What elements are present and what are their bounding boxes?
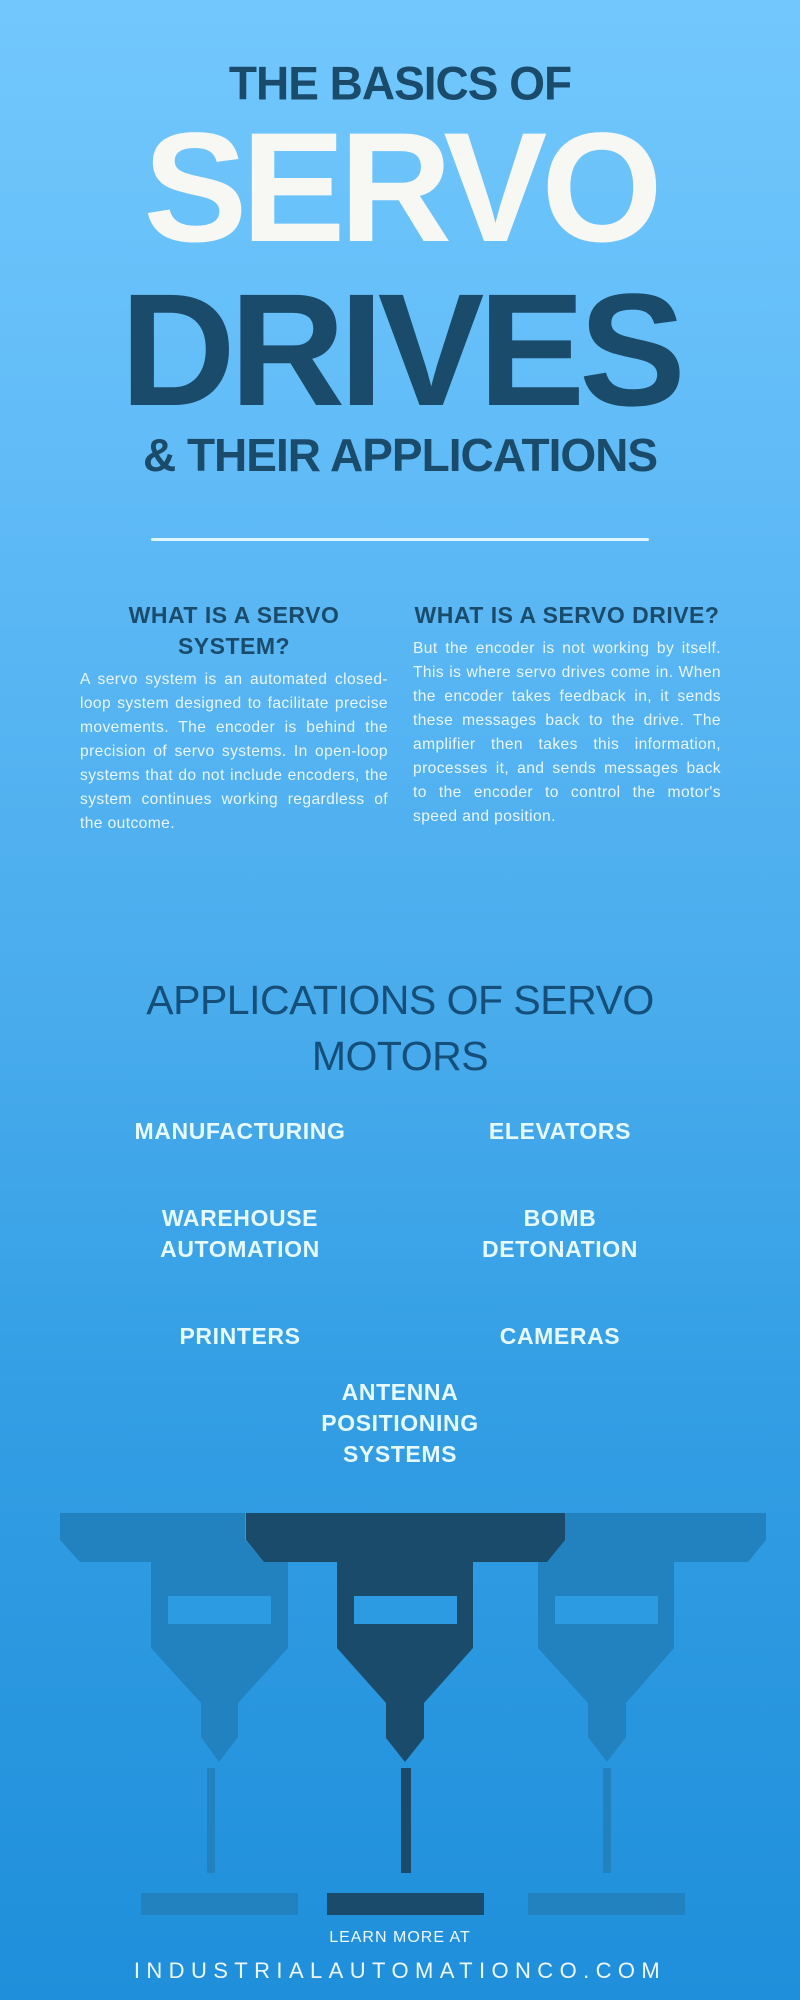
machine-window xyxy=(555,1596,658,1624)
application-item: PRINTERS xyxy=(179,1323,301,1349)
title-line-drives: DRIVES xyxy=(120,260,680,439)
application-item: CAMERAS xyxy=(499,1323,621,1349)
footer-cta: LEARN MORE AT xyxy=(329,1929,471,1946)
machine-head-center xyxy=(246,1513,565,1915)
machine-window xyxy=(168,1596,271,1624)
title-line-basics: THE BASICS OF xyxy=(228,56,572,110)
applications-title-text: APPLICATIONS OF SERVO MOTORS xyxy=(146,977,654,1079)
section-title: WHAT IS A SERVO DRIVE? xyxy=(414,602,720,628)
application-item: ANTENNA POSITIONING SYSTEMS xyxy=(321,1379,479,1467)
application-item: ELEVATORS xyxy=(488,1118,632,1144)
section-body: A servo system is an automated closed-loop system designed to facilitate precise movements. The encoder is behind the precision of servo systems. In open-loop systems that do not include encoders, the system continues working regardless of the outcome. xyxy=(80,671,388,832)
application-item: WAREHOUSE AUTOMATION xyxy=(160,1205,320,1262)
section-title: WHAT IS A SERVO SYSTEM? xyxy=(128,602,340,659)
footer-website-link[interactable]: INDUSTRIALAUTOMATIONCO.COM xyxy=(133,1958,667,1983)
machine-head-right xyxy=(528,1513,766,1915)
machine-head-left xyxy=(60,1513,298,1915)
machine-window xyxy=(354,1596,457,1624)
title-line-servo: SERVO xyxy=(143,101,657,275)
application-item: BOMB DETONATION xyxy=(482,1205,638,1262)
section-body: But the encoder is not working by itself. This is where servo drives come in. When the encoder takes feedback in, it sends these messages back to the drive. The amplifier then takes this information, processes it, and sends messages back to the encoder to control the motor's speed and position. xyxy=(413,640,721,825)
title-line-applications: & THEIR APPLICATIONS xyxy=(142,429,658,481)
application-item: MANUFACTURING xyxy=(134,1118,346,1144)
